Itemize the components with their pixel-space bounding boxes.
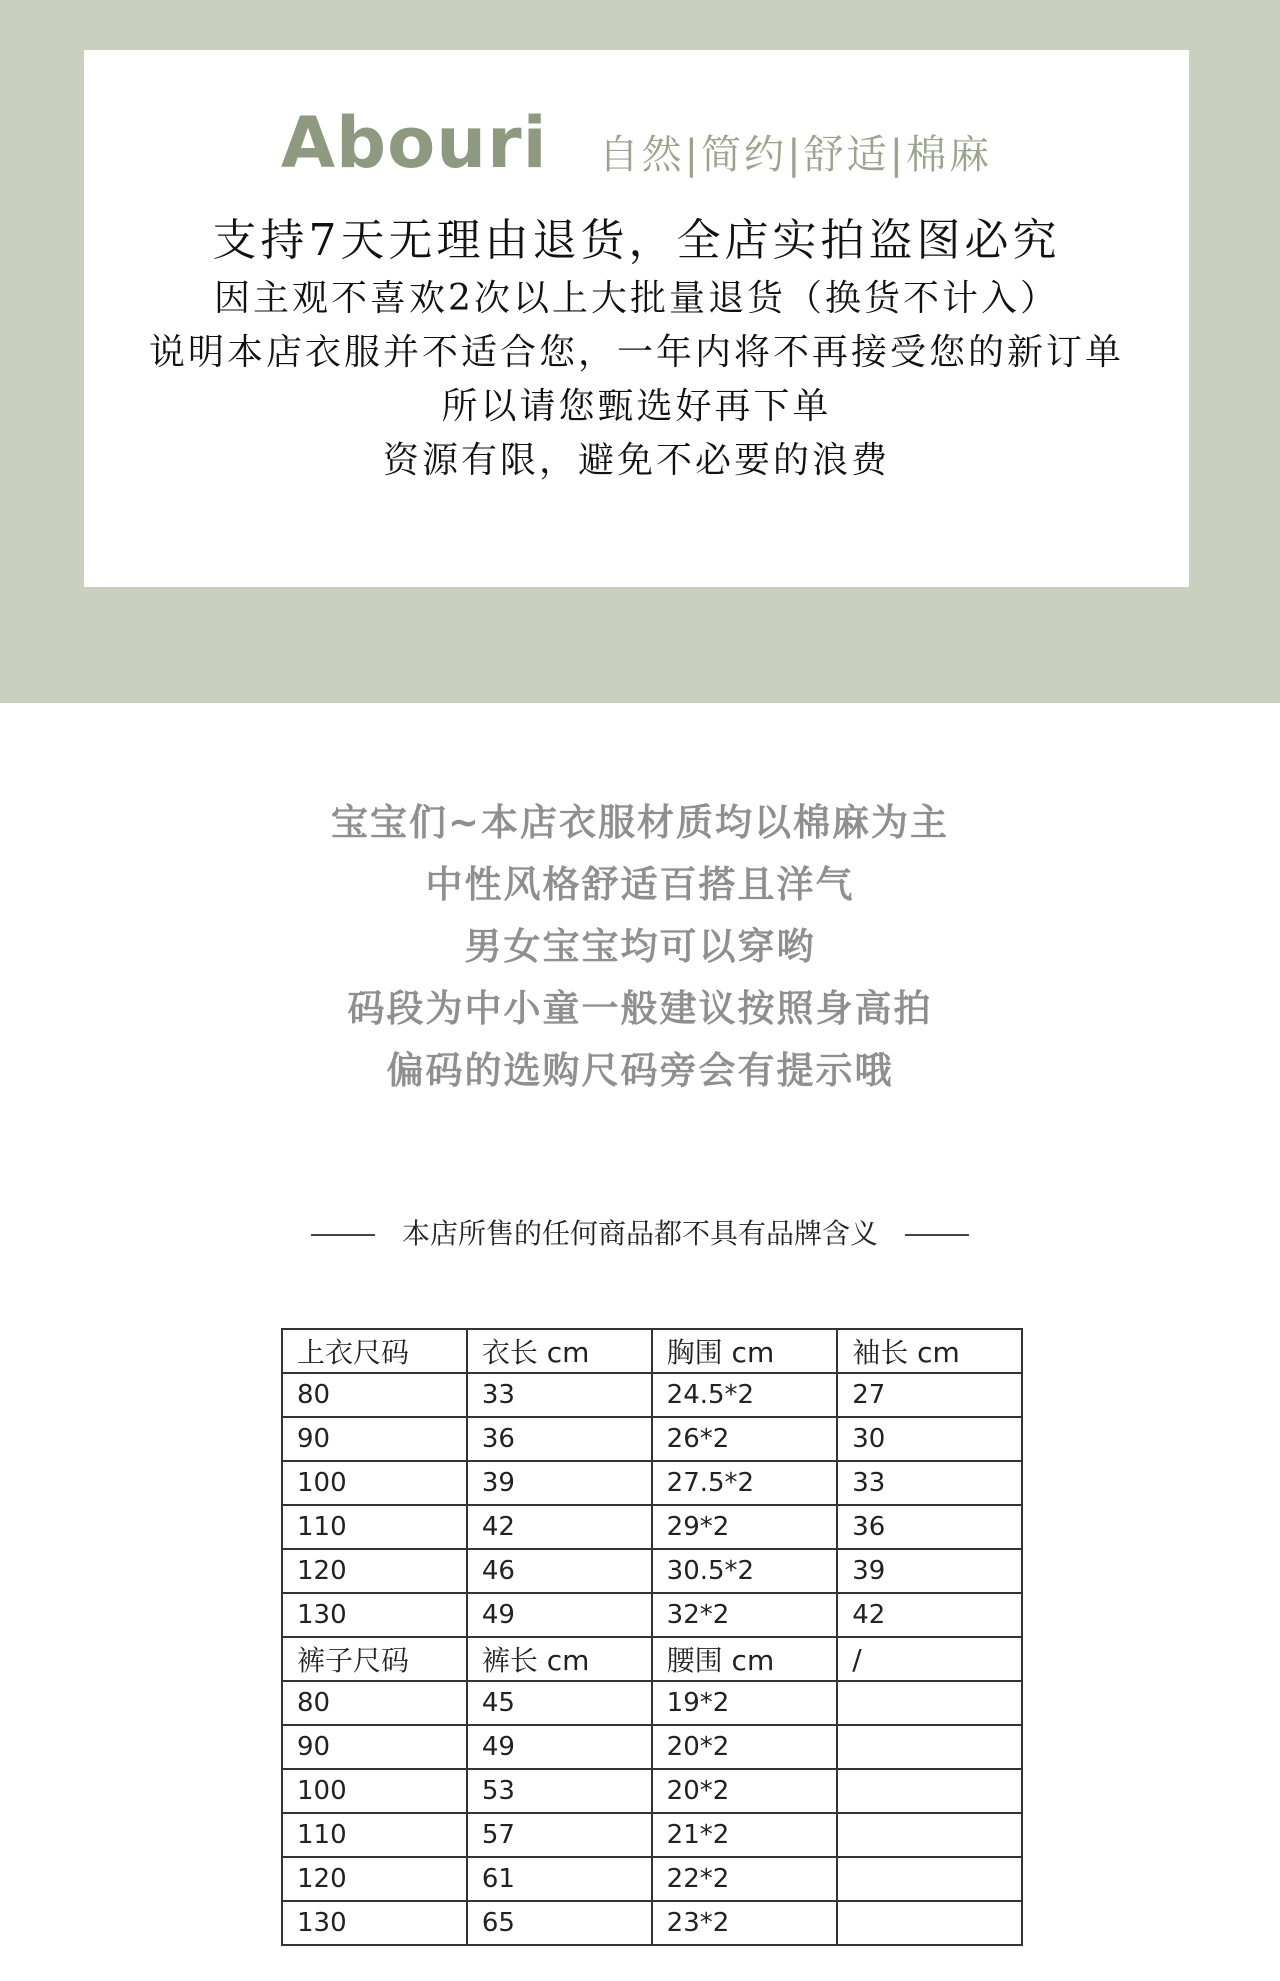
table-row: [282, 1461, 1022, 1505]
table-cell: [837, 1813, 1022, 1857]
top-banner-band: [0, 0, 1280, 703]
brand-disclaimer: [0, 1212, 1280, 1252]
table-cell: 65: [467, 1901, 652, 1945]
table-row: [282, 1813, 1022, 1857]
size-chart-table: [281, 1328, 1023, 1946]
table-cell: [837, 1725, 1022, 1769]
table-cell: 130: [282, 1901, 467, 1945]
brand-header: [84, 102, 1189, 192]
table-cell: 90: [282, 1417, 467, 1461]
policy-line-headline: 支持7天无理由退货，全店实拍盗图必究: [212, 215, 1061, 266]
return-policy-card: [84, 50, 1189, 587]
table-cell: 110: [282, 1813, 467, 1857]
table-row: [282, 1549, 1022, 1593]
table-cell: 42: [467, 1505, 652, 1549]
table-cell: 100: [282, 1769, 467, 1813]
table-cell: 120: [282, 1857, 467, 1901]
policy-line: 因主观不喜欢2次以上大批量退货（换货不计入）: [214, 278, 1059, 319]
table-cell: 45: [467, 1681, 652, 1725]
table-cell: 110: [282, 1505, 467, 1549]
table-header-cell: 裤长 cm: [467, 1637, 652, 1681]
table-header-cell: 衣长 cm: [467, 1329, 652, 1373]
policy-line: 资源有限，避免不必要的浪费: [382, 440, 890, 481]
table-header-row: [282, 1637, 1022, 1681]
table-cell: 42: [837, 1593, 1022, 1637]
table-header-cell: 上衣尺码: [282, 1329, 467, 1373]
table-cell: 120: [282, 1549, 467, 1593]
table-row: [282, 1857, 1022, 1901]
policy-line: 说明本店衣服并不适合您，一年内将不再接受您的新订单: [148, 332, 1124, 373]
table-cell: 19*2: [652, 1681, 838, 1725]
table-cell: 33: [467, 1373, 652, 1417]
table-cell: 36: [837, 1505, 1022, 1549]
table-cell: 61: [467, 1857, 652, 1901]
table-cell: 29*2: [652, 1505, 838, 1549]
table-header-cell: 胸围 cm: [652, 1329, 838, 1373]
table-row: [282, 1901, 1022, 1945]
table-cell: 100: [282, 1461, 467, 1505]
table-row: [282, 1417, 1022, 1461]
table-cell: 80: [282, 1373, 467, 1417]
intro-line: 中性风格舒适百搭且洋气: [425, 863, 855, 906]
table-cell: 21*2: [652, 1813, 838, 1857]
intro-line: 男女宝宝均可以穿哟: [464, 925, 816, 968]
intro-line: 宝宝们~本店衣服材质均以棉麻为主: [330, 801, 949, 844]
table-cell: [837, 1857, 1022, 1901]
disclaimer-text: 本店所售的任何商品都不具有品牌含义: [401, 1217, 878, 1250]
table-cell: 20*2: [652, 1769, 838, 1813]
table-cell: 27: [837, 1373, 1022, 1417]
table-cell: 90: [282, 1725, 467, 1769]
table-row: [282, 1373, 1022, 1417]
table-cell: 22*2: [652, 1857, 838, 1901]
brand-logo: Abouri: [280, 102, 548, 184]
table-cell: 26*2: [652, 1417, 838, 1461]
return-policy-text: [84, 210, 1189, 488]
table-row: [282, 1681, 1022, 1725]
table-cell: 30: [837, 1417, 1022, 1461]
table-row: [282, 1725, 1022, 1769]
table-cell: 30.5*2: [652, 1549, 838, 1593]
table-header-row: [282, 1329, 1022, 1373]
table-header-cell: 袖长 cm: [837, 1329, 1022, 1373]
divider-left: [311, 1234, 375, 1236]
table-row: [282, 1505, 1022, 1549]
table-cell: 49: [467, 1725, 652, 1769]
table-cell: 20*2: [652, 1725, 838, 1769]
table-header-cell: 腰围 cm: [652, 1637, 838, 1681]
table-cell: [837, 1769, 1022, 1813]
table-cell: 24.5*2: [652, 1373, 838, 1417]
intro-line: 偏码的选购尺码旁会有提示哦: [386, 1049, 894, 1092]
table-cell: 49: [467, 1593, 652, 1637]
policy-line: 所以请您甄选好再下单: [441, 386, 832, 427]
table-cell: 80: [282, 1681, 467, 1725]
product-intro: [0, 792, 1280, 1102]
table-row: [282, 1769, 1022, 1813]
brand-tagline: 自然|简约|舒适|棉麻: [598, 131, 993, 178]
table-header-cell: 裤子尺码: [282, 1637, 467, 1681]
table-cell: 39: [467, 1461, 652, 1505]
intro-line: 码段为中小童一般建议按照身高拍: [347, 987, 933, 1030]
table-cell: 36: [467, 1417, 652, 1461]
table-cell: 27.5*2: [652, 1461, 838, 1505]
table-cell: [837, 1681, 1022, 1725]
table-cell: [837, 1901, 1022, 1945]
table-cell: 53: [467, 1769, 652, 1813]
table-cell: 23*2: [652, 1901, 838, 1945]
table-row: [282, 1593, 1022, 1637]
table-cell: 33: [837, 1461, 1022, 1505]
table-cell: 130: [282, 1593, 467, 1637]
table-cell: 32*2: [652, 1593, 838, 1637]
table-cell: 39: [837, 1549, 1022, 1593]
table-cell: 57: [467, 1813, 652, 1857]
table-cell: 46: [467, 1549, 652, 1593]
table-header-cell: /: [837, 1637, 1022, 1681]
divider-right: [905, 1234, 969, 1236]
